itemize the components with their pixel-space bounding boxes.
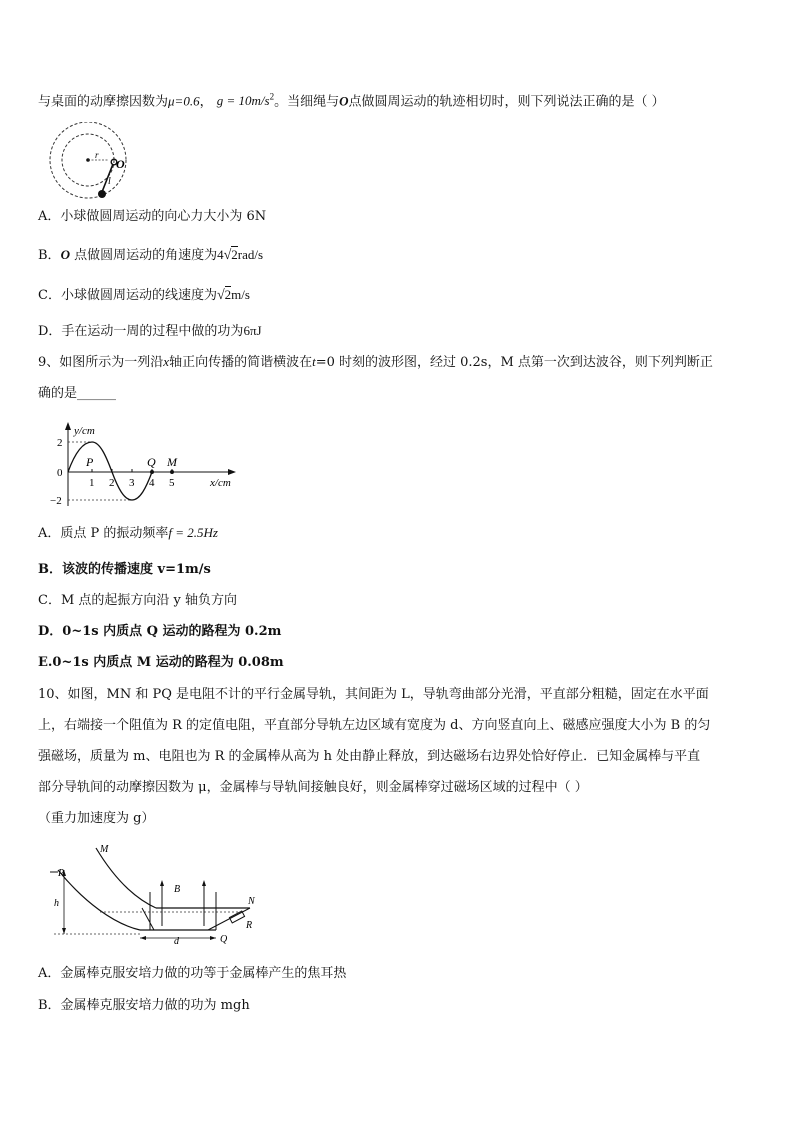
q8-option-c: C．小球做圆周运动的线速度为√2m/s <box>38 287 250 303</box>
q10-stem-line1: 10、如图，MN 和 PQ 是电阻不计的平行金属导轨，其间距为 L，导轨弯曲部分光滑，平直部分粗糙，固定在水平面 <box>38 687 709 702</box>
mu-value: μ=0.6 <box>168 93 200 109</box>
x-axis-label: x/cm <box>210 477 231 489</box>
label-n: N <box>248 896 255 907</box>
g-value: $g = 10m/s^2$ <box>216 92 275 109</box>
q9-option-d: D．0~1s 内质点 Q 运动的路程为 0.2m <box>38 624 282 639</box>
label-r: R <box>246 920 253 931</box>
q10-stem-line5: （重力加速度为 g） <box>38 811 155 826</box>
label-h: h <box>54 898 59 909</box>
label-p: P <box>58 868 65 879</box>
q10-stem-line2: 上，右端接一个阻值为 R 的定值电阻，平直部分导轨左边区域有宽度为 d、方向竖直向上、磁感应强度大小为 B 的匀 <box>38 718 711 733</box>
rail-figure <box>44 842 274 946</box>
q8-option-b: B．O 点做圆周运动的角速度为4√2rad/s <box>38 247 264 263</box>
q10-stem-line4: 部分导轨间的动摩擦因数为 μ，金属棒与导轨间接触良好，则金属棒穿过磁场区域的过程中（ ） <box>38 780 588 795</box>
q9-option-a: A．质点 P 的振动频率f = 2.5Hz <box>38 525 218 541</box>
point-q-label: Q <box>147 455 156 469</box>
point-p-label: P <box>86 455 94 469</box>
q10-option-b: B．金属棒克服安培力做的功为 mgh <box>38 998 250 1013</box>
label-b: B <box>174 884 181 895</box>
label-l: l <box>108 176 111 187</box>
q8-option-d: D．手在运动一周的过程中做的功为6πJ <box>38 323 262 339</box>
x-tick-4: 4 <box>149 477 155 489</box>
q10-option-a: A．金属棒克服安培力做的功等于金属棒产生的焦耳热 <box>38 966 347 981</box>
x-tick-2: 2 <box>109 477 115 489</box>
q9-stem-line2: 确的是______ <box>38 386 117 401</box>
label-m: M <box>100 844 109 855</box>
x-tick-1: 1 <box>89 477 95 489</box>
x-tick-3: 3 <box>129 477 135 489</box>
q8-stem: 与桌面的动摩擦因数为μ=0.6， $g = 10m/s^2$。当细绳与O点做圆周运动的轨迹相切时，则下列说法正确的是（ ） <box>38 92 665 110</box>
label-d: d <box>174 936 179 946</box>
circular-motion-figure <box>44 122 134 202</box>
q9-option-c: C．M 点的起振方向沿 y 轴负方向 <box>38 593 237 608</box>
y-tick-pos: 2 <box>57 437 63 449</box>
x-tick-5: 5 <box>169 477 175 489</box>
y-axis-label: y/cm <box>74 425 95 437</box>
label-r: r <box>95 150 99 160</box>
label-q: Q <box>220 934 228 945</box>
q9-option-b: B．该波的传播速度 v=1m/s <box>38 562 211 577</box>
q8-option-a: A．小球做圆周运动的向心力大小为 6N <box>38 209 267 224</box>
q10-stem-line3: 强磁场，质量为 m、电阻也为 R 的金属棒从高为 h 处由静止释放，到达磁场右边界处恰好停止．已知金属棒与平直 <box>38 749 701 764</box>
point-m-label: M <box>167 455 177 469</box>
y-tick-neg: −2 <box>50 495 62 507</box>
q9-stem-line1: 9、如图所示为一列沿x轴正向传播的简谐横波在t=0 时刻的波形图，经过 0.2s，M 点第一次到达波谷，则下列判断正 <box>38 354 713 370</box>
label-o: O <box>116 157 125 171</box>
q9-option-e: E.0~1s 内质点 M 运动的路程为 0.08m <box>38 655 284 670</box>
wave-figure <box>50 420 250 510</box>
y-tick-zero: 0 <box>57 467 63 479</box>
